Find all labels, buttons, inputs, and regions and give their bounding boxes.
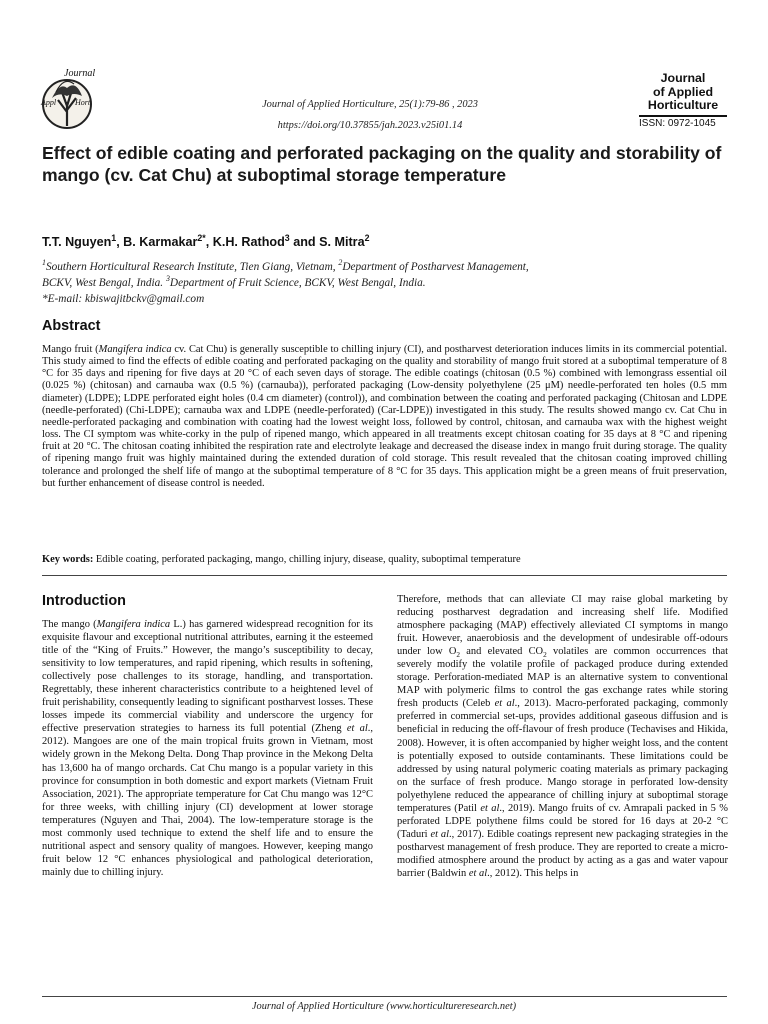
- author-4: and S. Mitra: [289, 235, 365, 249]
- journal-citation: Journal of Applied Horticulture, 25(1):79-86 , 2023: [262, 99, 478, 110]
- affiliation-line-2: BCKV, West Bengal, India. $^3$Department of Fruit Science, BCKV, West Bengal, India.: [42, 274, 426, 289]
- keywords: [42, 554, 732, 565]
- journal-name-box: [639, 72, 727, 129]
- affiliation-line-1: $^1$Southern Horticultural Research Institute, Tien Giang, Vietnam, $^2$Department of Postharvest Management,: [42, 258, 529, 273]
- keywords-label: Key words:: [42, 554, 94, 565]
- author-3-affil: 3: [284, 232, 290, 243]
- author-1-affil: 1: [111, 232, 117, 243]
- introduction-heading: Introduction: [42, 593, 126, 609]
- page-footer: Journal of Applied Horticulture (www.horticultureresearch.net): [251, 1001, 517, 1012]
- issn: ISSN: 0972-1045: [639, 117, 716, 129]
- paper-title: Effect of edible coating and perforated packaging on the quality and storability of mango (cv. Cat Chu) at suboptimal storage temperature: [42, 143, 722, 185]
- logo-text-top: Journal: [64, 68, 96, 79]
- author-list: [42, 232, 370, 249]
- abstract-text: Mango fruit (Mangifera indica cv. Cat Chu) is generally susceptible to chilling injury (CI), and postharvest deterioration induces limits in its commercial potential. This study aimed to find the effects of edible coating and perforated packaging on the quality and storability of mango fruit stored at a suboptimal temperature of 8 °C for 35 days and ripening for five days at 20 °C of each seven days of storage. The edible coatings (chitosan (0.5 %) combined with lemongrass essential oil (0.025 %) (chitosan) and carnauba wax (0.5 %) (carnauba)), perforated packaging (Low-density polyethylene (25 μM) needle-perforated ten holes (0.5 mm diameter) (LDPE); LDPE perforated eight holes (0.4 cm diameter) (control)), and combination between the coating and perforated packaging (Chitosan and LDPE (needle-perforated) (Chi-LDPE); carnauba wax and LDPE (needle-perforated) (Car-LDPE)) investigated in this study. The results showed mango cv. Cat Chu in needle-perforated packaging and combination with coating had the lowest weight loss, followed by control, chitosan, and carnauba wax with the highest weight loss. The CI symptom was white-corky in the pulp of ripened mango, which appeared in all treatments except chitosan coating for 35 days at 8 °C and ripening fruit at 20 °C. The chitosan coating inhibited the respiration rate and electrolyte leakage and decreased the disease index in mango fruit during storage. The quality of ripening mango fruit was highly maintained during the extended duration of cold storage. This result revealed that the chitosan coating improved chilling tolerance and prolonged the shelf life of mango at the suboptimal temperature of 8 °C for 35 days. This application might be a green means of fruit preservation, but further enhancement of disease control is needed.: [42, 344, 728, 489]
- section-divider: [42, 575, 727, 576]
- author-2: , B. Karmakar: [116, 235, 198, 249]
- introduction-column-left: The mango (Mangifera indica L.) has garnered widespread recognition for its exquisite flavour and exceptional nutritional attributes, earning it the esteemed title of the “King of Fruits.” However, the mango’s susceptibility to decay, sensitivity to low temperatures, and rapid ripening, which results in softening, collectively pose challenges to its storage, handling, and transportation. Regrettably, these inherent characteristics contribute to a heightened level of fruit perishability, consequently leading to significant postharvest losses. These losses impede its commercial viability and underscore the urgency for effective preservation strategies to harness its full potential (Zheng et al., 2012). Mangoes are one of the main tropical fruits grown in Vietnam, most widely grown in the Mekong Delta. Dong Thap province in the Mekong Delta has 13,600 ha of mango orchards. Cat Chu mango is a popular variety in this province for consumption in both domestic and export markets (Vietnam Fruit Association, 2021). The appropriate temperature for Cat Chu mango was 12°C for three weeks, with chilling injury (CI) development at lower storage temperatures (Nguyen and Thai, 2004). The low-temperature storage is the most commonly used technique to extend the shelf life and to ensure the nutritional aspect and sensory quality of mangoes. However, keeping mango fruit below 12 °C enhances physiological and pathological deterioration, mainly due to chilling injury.: [42, 619, 373, 878]
- author-2-affil: 2*: [197, 232, 206, 243]
- journal-name-line3: Horticulture: [647, 98, 719, 112]
- keywords-text: Edible coating, perforated packaging, mango, chilling injury, disease, quality, suboptimal temperature: [93, 554, 521, 565]
- doi-link[interactable]: https://doi.org/10.37855/jah.2023.v25i01.14: [277, 120, 463, 131]
- journal-logo: [34, 62, 100, 132]
- author-4-affil: 2: [364, 232, 370, 243]
- logo-text-right: Hort: [75, 98, 91, 107]
- affiliations: [42, 259, 732, 307]
- journal-rule: [639, 115, 727, 117]
- author-3: , K.H. Rathod: [205, 235, 285, 249]
- author-1: T.T. Nguyen: [42, 235, 112, 249]
- abstract-heading: Abstract: [42, 318, 101, 334]
- logo-text-left: Appl: [41, 98, 57, 107]
- corresponding-email[interactable]: *E-mail: kbiswajitbckv@gmail.com: [42, 293, 205, 305]
- journal-name-line1: Journal: [660, 71, 706, 85]
- journal-name-line2: of Applied: [652, 84, 714, 99]
- footer-divider: [42, 996, 727, 997]
- introduction-column-right: Therefore, methods that can alleviate CI may raise global marketing by reducing postharvest degradation and increasing shelf life. Modified atmosphere packaging (MAP) effectively alleviated CI symptoms in mango fruit. However, anaerobiosis and the development of undesirable off-odours under low $O_2$ and elevated $CO_2$ volatiles are common occurrences that severely modify the volatile profile of packaged produce during extended storage. Perforation-mediated MAP is an alternative system to conventional MAP with polymeric films to control the gas exchange rates while storing fresh products (Celeb et al., 2013). Macro-perforated packaging, commonly preferred in commercial set-ups, provides additional gaseous diffusion and is beneficial in reducing the off-flavour of fresh produce (Techavises and Hikida, 2008). However, it is often accompanied by higher weight loss, and the content is potentially exposed to outside contaminants. These limitations could be addressed by using natural polymeric coating materials as primary packaging on the surface of fresh produce. Mango storage in perforated low-density polyethylene reduced the appearance of chilling injury at suboptimal storage temperatures (Patil et al., 2019). Mango fruits of cv. Amrapali packed in 5 % perforated LDPE polythene films could be stored for 16 days at 20-2 °C (Taduri et al., 2017). Edible coatings represent new packaging strategies in the postharvest management of fresh produce. They are reported to create a micro-modified atmosphere around the product by acting as a gas and water vapour barrier (Baldwin et al., 2012). This helps in: [397, 594, 728, 879]
